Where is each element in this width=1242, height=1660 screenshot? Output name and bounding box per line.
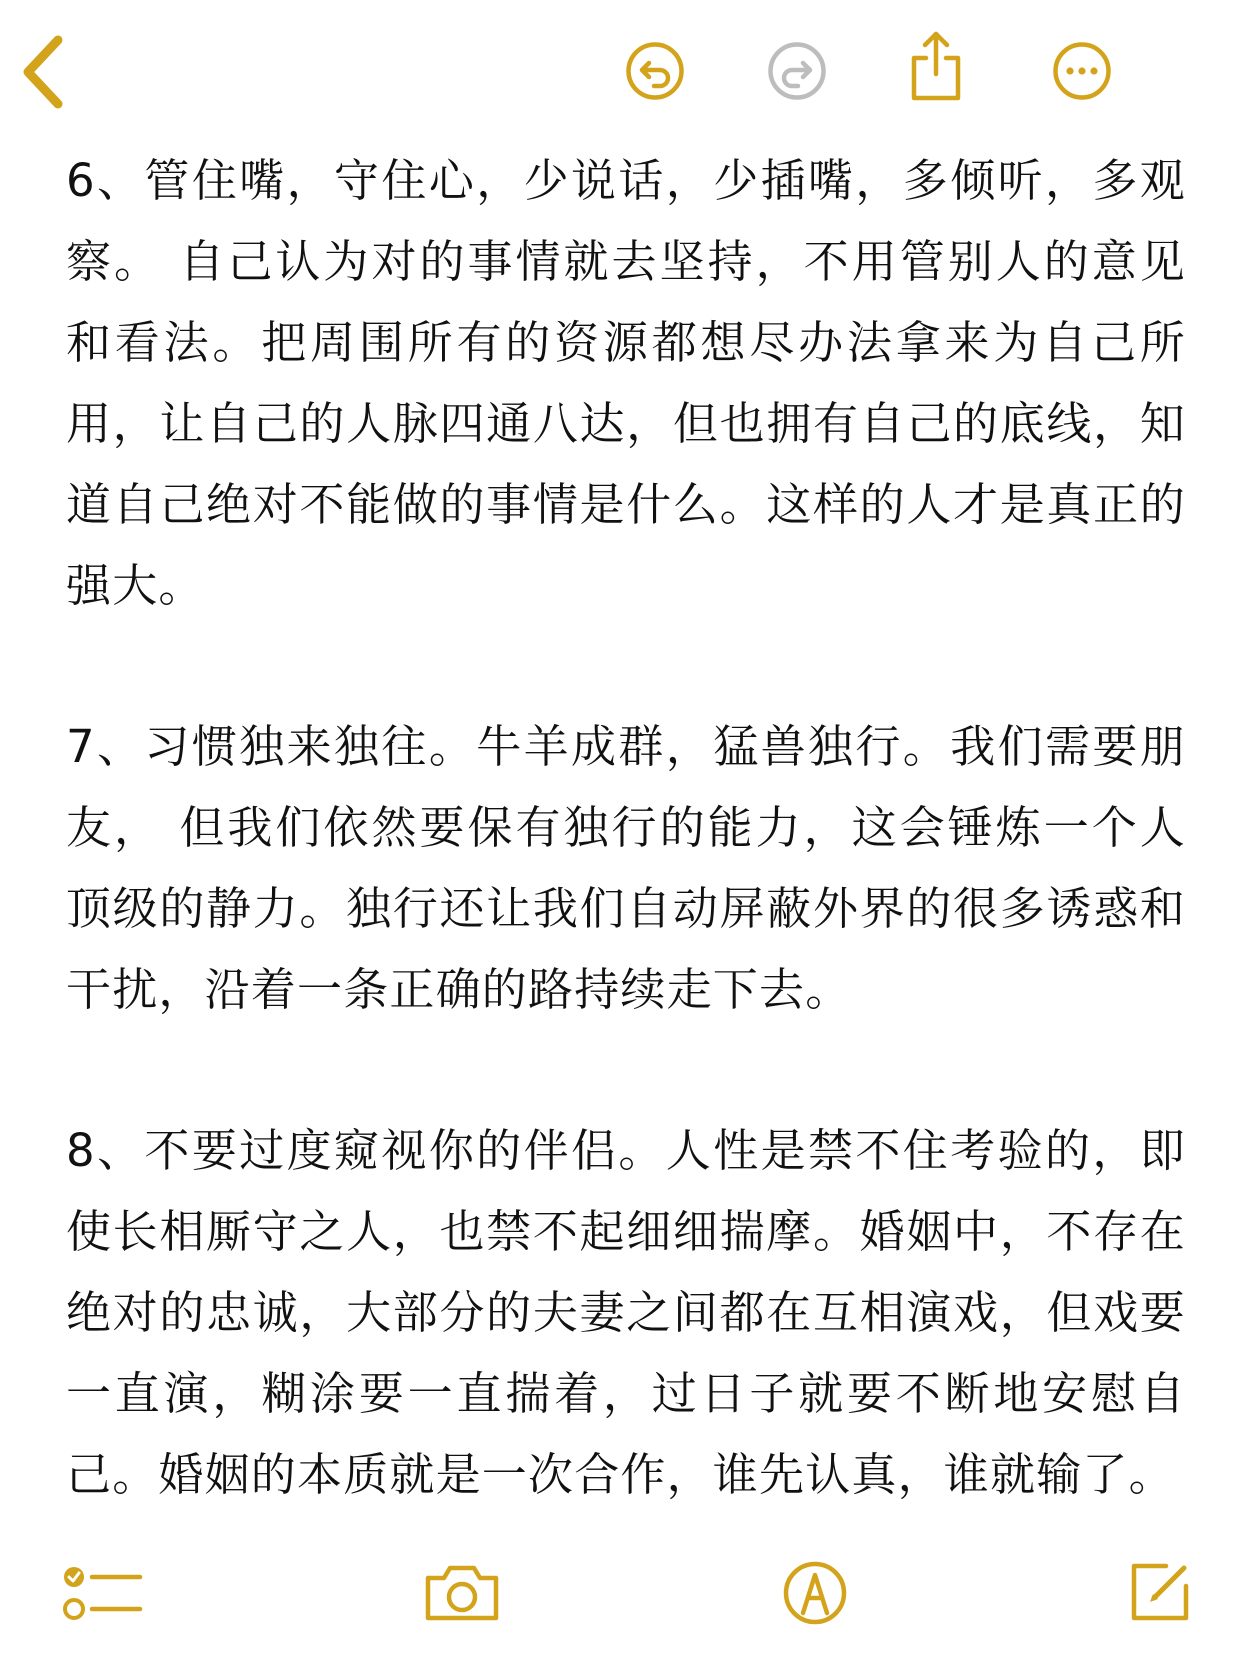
camera-icon[interactable] bbox=[420, 1560, 504, 1624]
note-paragraph-6: 6、管住嘴，守住心，少说话，少插嘴，多倾听，多观察。 自己认为对的事情就去坚持，不用管别人的意见和看法。把周围所有的资源都想尽办法拿来为自己所用，让自己的人脉四通八达，但也拥有自己的底线，知道自己绝对不能做的事情是什么。这样的人才是真正的强大。 bbox=[66, 154, 1186, 612]
checklist-icon[interactable] bbox=[60, 1565, 144, 1625]
markup-pen-icon[interactable] bbox=[782, 1560, 848, 1626]
note-paragraph-7: 7、习惯独来独往。牛羊成群，猛兽独行。我们需要朋友， 但我们依然要保有独行的能力，这会锤炼一个人顶级的静力。独行还让我们自动屏蔽外界的很多诱惑和干扰，沿着一条正确的路持续走下去。 bbox=[66, 720, 1186, 1016]
note-paragraph-8: 8、不要过度窥视你的伴侣。人性是禁不住考验的，即使长相厮守之人，也禁不起细细揣摩。婚姻中，不存在绝对的忠诚，大部分的夫妻之间都在互相演戏，但戏要一直演，糊涂要一直揣着，过日子就要不断地安慰自己。婚姻的本质就是一次合作，谁先认真，谁就输了。 bbox=[66, 1124, 1186, 1501]
compose-icon[interactable] bbox=[1128, 1560, 1192, 1624]
bottom-toolbar bbox=[0, 1560, 1242, 1660]
redo-icon[interactable] bbox=[767, 41, 827, 101]
top-toolbar bbox=[0, 0, 1242, 150]
note-body[interactable] bbox=[66, 140, 1186, 1560]
undo-icon[interactable] bbox=[625, 41, 685, 101]
back-chevron-icon[interactable] bbox=[18, 34, 70, 110]
share-icon[interactable] bbox=[906, 28, 966, 104]
more-options-icon[interactable] bbox=[1052, 41, 1112, 101]
